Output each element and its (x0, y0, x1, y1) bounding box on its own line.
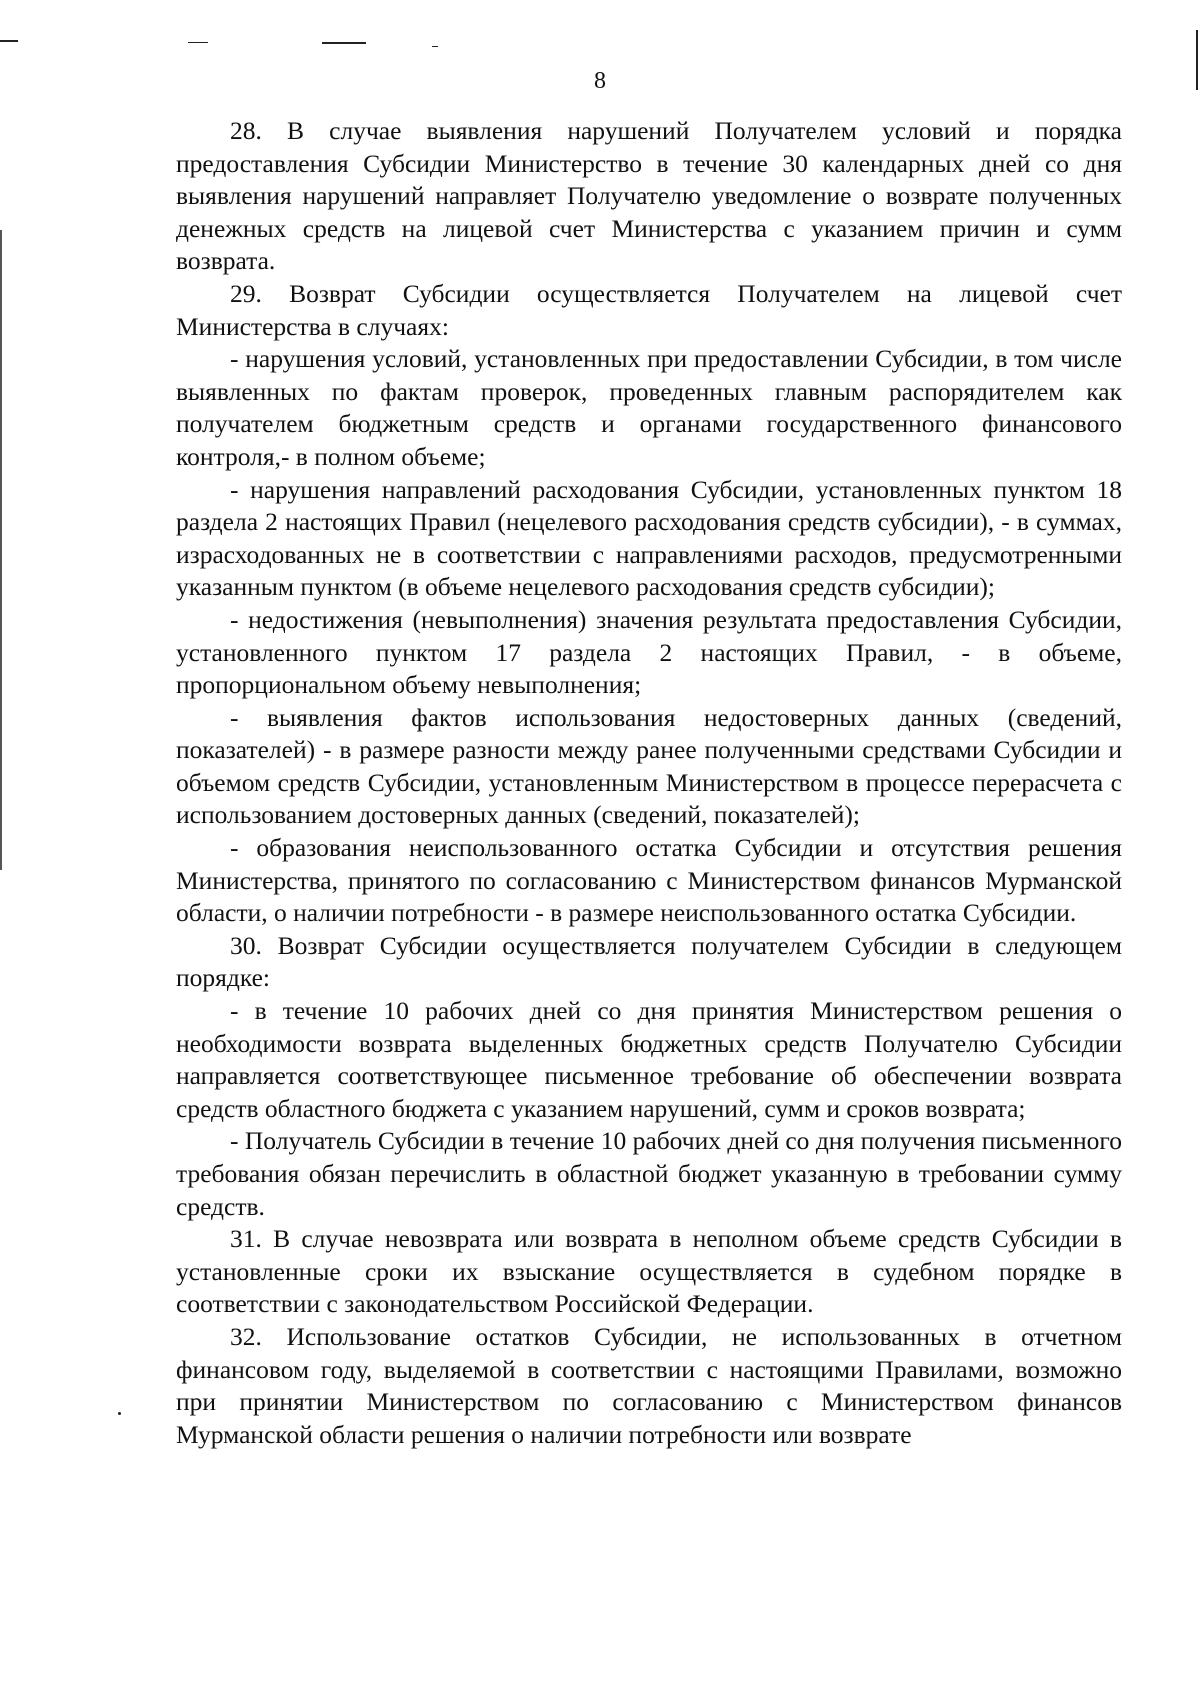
paragraph-32: 32. Использование остатков Субсидии, не использованных в отчетном финансовом году, выделяемой в соответствии с настоящими Правилами, возможно при принятии Министерством по согласованию с Министерством финансов Мурманской области решения о наличии потребности или возврате (176, 1321, 1122, 1449)
list-item: - нарушения направлений расходования Субсидии, установленных пунктом 18 раздела 2 настоящих Правил (нецелевого расходования средств субсидии), - в суммах, израсходованных не в соответствии с направлениями расходов, предусмотренными указанным пунктом (в объеме нецелевого расходования средств субсидии); (176, 474, 1122, 602)
list-item: - недостижения (невыполнения) значения результата предоставления Субсидии, установленного пунктом 17 раздела 2 настоящих Правил, - в объеме, пропорциональном объему невыполнения; (176, 604, 1122, 700)
scan-mark (322, 42, 366, 44)
list-item: - Получатель Субсидии в течение 10 рабочих дней со дня получения письменного требования обязан перечислить в областной бюджет указанную в требовании сумму средств. (176, 1126, 1122, 1221)
document-body (176, 115, 1122, 1451)
scan-mark (118, 1412, 121, 1415)
paragraph-28: 28. В случае выявления нарушений Получателем условий и порядка предоставления Субсидии Министерство в течение 30 календарных дней со дня выявления нарушений направляет Получателю уведомление о возврате полученных денежных средств на лицевой счет Министерства с указанием причин и сумм возврата. (176, 116, 1122, 276)
list-item: - в течение 10 рабочих дней со дня принятия Министерством решения о необходимости возврата выделенных бюджетных средств Получателю Субсидии направляется соответствующее письменное требование об обеспечении возврата средств областного бюджета с указанием нарушений, сумм и сроков возврата; (176, 996, 1122, 1123)
list-item: - нарушения условий, установленных при предоставлении Субсидии, в том числе выявленных по фактам проверок, проведенных главным распорядителем как получателем бюджетным средств и органами государственного финансового контроля,- в полном объеме; (176, 344, 1122, 471)
paragraph-30: 30. Возврат Субсидии осуществляется получателем Субсидии в следующем порядке: (176, 930, 1122, 993)
scan-mark (0, 40, 18, 42)
paragraph-29: 29. Возврат Субсидии осуществляется Получателем на лицевой счет Министерства в случаях: (176, 278, 1122, 341)
page-number: 8 (594, 68, 606, 94)
scan-mark (432, 46, 438, 47)
list-item: - образования неиспользованного остатка Субсидии и отсутствия решения Министерства, принятого по согласованию с Министерством финансов Мурманской области, о наличии потребности - в размере неиспользованного остатка Субсидии. (176, 833, 1122, 928)
scan-mark (0, 230, 2, 870)
paragraph-31: 31. В случае невозврата или возврата в неполном объеме средств Субсидии в установленные сроки их взыскание осуществляется в судебном порядке в соответствии с законодательством Российской Федерации. (176, 1224, 1122, 1319)
scan-mark (188, 42, 208, 43)
list-item: - выявления фактов использования недостоверных данных (сведений, показателей) - в размере разности между ранее полученными средствами Субсидии и объемом средств Субсидии, установленным Министерством в процессе перерасчета с использованием достоверных данных (сведений, показателей); (176, 702, 1122, 830)
